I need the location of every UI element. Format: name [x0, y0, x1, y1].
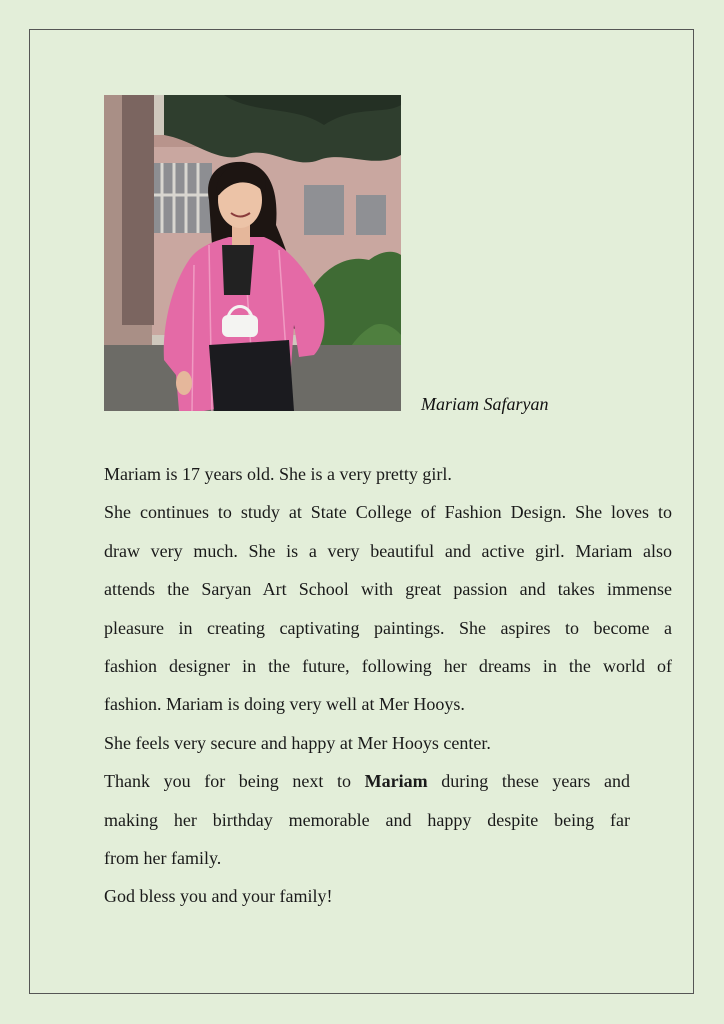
- photo-caption: Mariam Safaryan: [421, 394, 549, 414]
- text-line: fashion. Mariam is doing very well at Mer Hooys.: [104, 694, 465, 715]
- thank-you-text-end: during these years and: [441, 771, 630, 792]
- text-line: She feels very secure and happy at Mer Hooys center.: [104, 732, 491, 753]
- closing-line: God bless you and your family!: [104, 886, 333, 907]
- letter-body: [104, 455, 672, 916]
- thank-you-text: Thank you for being next to: [104, 771, 352, 792]
- text-line: Mariam is 17 years old. She is a very pretty girl.: [104, 464, 452, 484]
- text-line: draw very much. She is a very beautiful and active girl. Mariam also: [104, 540, 672, 561]
- text-line-thank-you: [104, 762, 630, 800]
- highlighted-name: Mariam: [364, 771, 428, 792]
- text-line: making her birthday memorable and happy despite being far: [104, 809, 630, 830]
- text-line: She continues to study at State College of Fashion Design. She loves to: [104, 502, 672, 523]
- text-line: attends the Saryan Art School with great passion and takes immense: [104, 579, 672, 600]
- text-line: fashion designer in the future, following her dreams in the world of: [104, 656, 672, 677]
- portrait-illustration: [104, 95, 401, 411]
- text-line: from her family.: [104, 848, 222, 869]
- portrait-photo: [104, 95, 401, 411]
- text-line: pleasure in creating captivating paintings. She aspires to become a: [104, 617, 672, 638]
